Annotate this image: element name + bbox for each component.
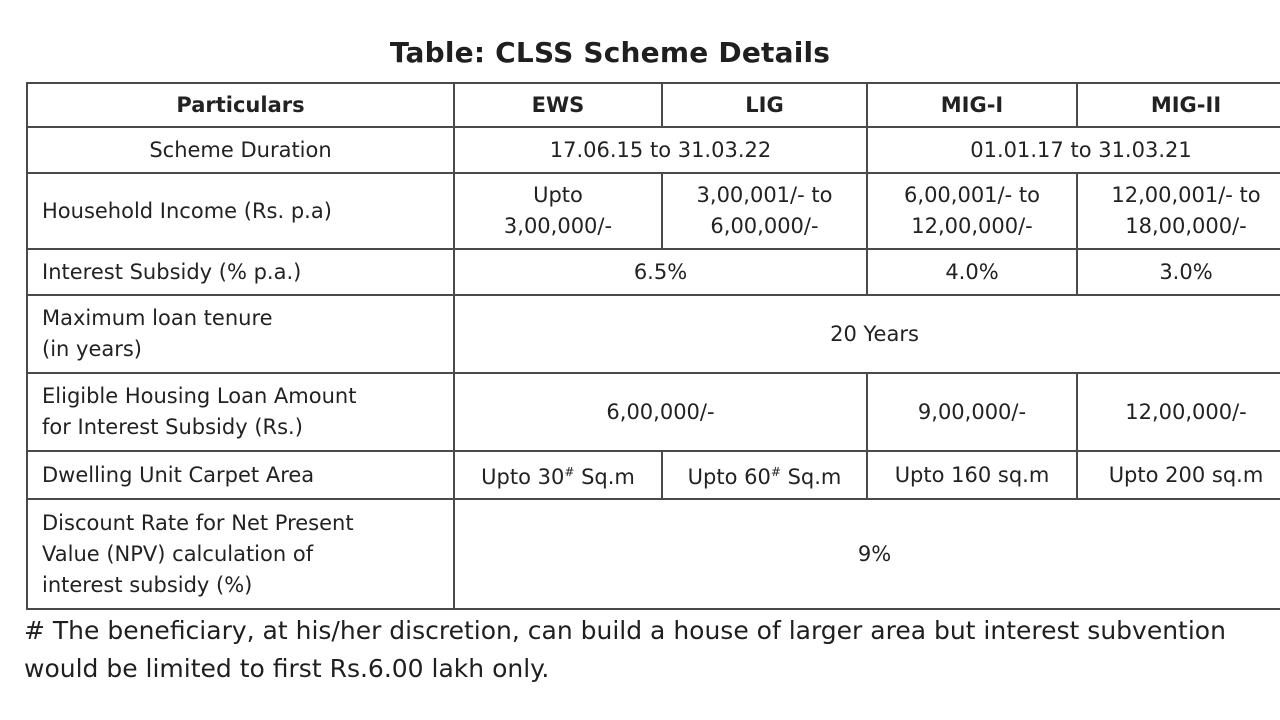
carpet-lig-value: Upto 60 [687, 465, 771, 489]
income-lig [662, 173, 867, 249]
header-mig2: MIG-II [1077, 83, 1280, 127]
footnote-line2: would be limited to first Rs.6.00 lakh only. [24, 654, 550, 683]
clss-scheme-table [26, 82, 1280, 610]
income-ews-line1: Upto [533, 183, 583, 207]
label-discount-rate [27, 499, 454, 609]
label-discount-line2: Value (NPV) calculation of [42, 541, 314, 566]
label-loan-tenure-line2: (in years) [42, 337, 142, 361]
income-mig1-line2: 12,00,000/- [911, 214, 1033, 238]
income-mig1 [867, 173, 1077, 249]
carpet-mig1: Upto 160 sq.m [867, 451, 1077, 499]
header-lig: LIG [662, 83, 867, 127]
label-loan-tenure-line1: Maximum loan tenure [42, 306, 273, 330]
duration-ews-lig: 17.06.15 to 31.03.22 [454, 127, 867, 173]
subsidy-mig1: 4.0% [867, 249, 1077, 295]
label-discount-line3: interest subsidy (%) [42, 572, 253, 597]
label-carpet-area: Dwelling Unit Carpet Area [27, 451, 454, 499]
income-mig2-line1: 12,00,001/- to [1111, 183, 1261, 207]
label-eligible-loan-line1: Eligible Housing Loan Amount [42, 384, 357, 408]
carpet-mig2: Upto 200 sq.m [1077, 451, 1280, 499]
row-carpet-area [27, 451, 1280, 499]
label-interest-subsidy: Interest Subsidy (% p.a.) [27, 249, 454, 295]
income-mig2 [1077, 173, 1280, 249]
label-discount-line1: Discount Rate for Net Present [42, 510, 354, 535]
income-lig-line2: 6,00,000/- [710, 214, 819, 238]
duration-mig: 01.01.17 to 31.03.21 [867, 127, 1280, 173]
loan-amount-mig2: 12,00,000/- [1077, 373, 1280, 451]
subsidy-ews-lig: 6.5% [454, 249, 867, 295]
carpet-ews-unit: Sq.m [574, 465, 635, 489]
income-ews-line2: 3,00,000/- [503, 214, 613, 238]
row-interest-subsidy [27, 249, 1280, 295]
loan-amount-mig1: 9,00,000/- [867, 373, 1077, 451]
footnote-line1: # The beneficiary, at his/her discretion, can build a house of larger area but interest subvention [24, 616, 1226, 645]
tenure-all: 20 Years [454, 295, 1280, 373]
income-ews [454, 173, 662, 249]
header-particulars: Particulars [27, 83, 454, 127]
loan-amount-ews-lig: 6,00,000/- [454, 373, 867, 451]
row-household-income [27, 173, 1280, 249]
carpet-ews-footnote-mark: # [564, 465, 575, 479]
header-row [27, 83, 1280, 127]
header-mig1: MIG-I [867, 83, 1077, 127]
discount-all: 9% [454, 499, 1280, 609]
carpet-ews [454, 451, 662, 499]
label-loan-tenure [27, 295, 454, 373]
carpet-lig-unit: Sq.m [780, 465, 842, 489]
label-scheme-duration: Scheme Duration [27, 127, 454, 173]
income-mig2-line2: 18,00,000/- [1125, 214, 1247, 238]
row-eligible-loan-amount [27, 373, 1280, 451]
label-eligible-loan-amount [27, 373, 454, 451]
row-scheme-duration [27, 127, 1280, 173]
carpet-lig [662, 451, 867, 499]
label-household-income: Household Income (Rs. p.a) [27, 173, 454, 249]
row-loan-tenure [27, 295, 1280, 373]
table-title: Table: CLSS Scheme Details [389, 36, 831, 69]
footnote [24, 612, 1280, 688]
row-discount-rate [27, 499, 1280, 609]
label-eligible-loan-line2: for Interest Subsidy (Rs.) [42, 415, 303, 439]
carpet-ews-value: Upto 30 [481, 465, 565, 489]
income-lig-line1: 3,00,001/- to [696, 183, 833, 207]
carpet-lig-footnote-mark: # [770, 465, 781, 479]
header-ews: EWS [454, 83, 662, 127]
income-mig1-line1: 6,00,001/- to [904, 183, 1040, 207]
subsidy-mig2: 3.0% [1077, 249, 1280, 295]
